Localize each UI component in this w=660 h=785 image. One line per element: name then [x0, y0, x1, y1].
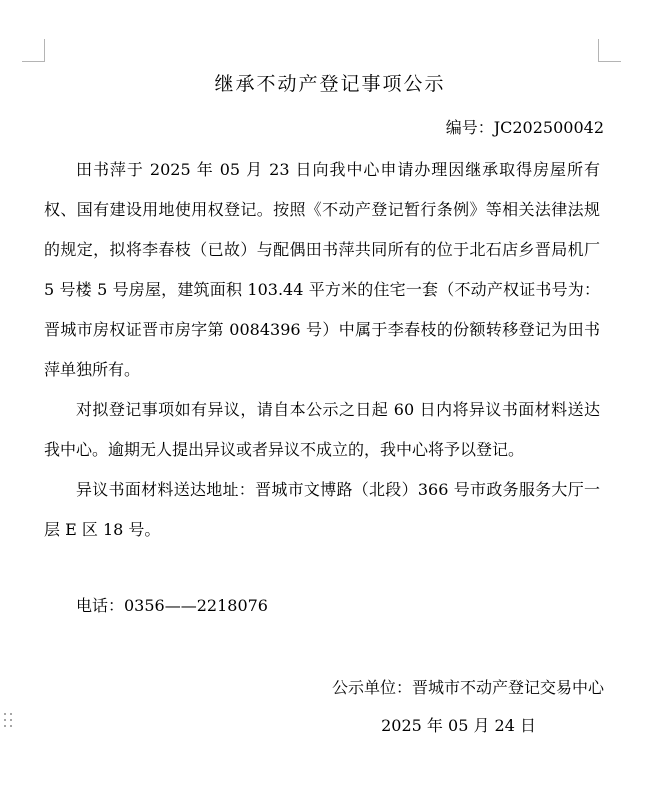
- notice-title: 继承不动产登记事项公示: [214, 73, 446, 95]
- notice-paragraph-objection: 对拟登记事项如有异议，请自本公示之日起 60 日内将异议书面材料送达我中心。逾期无人提出异议或者异议不成立的，我中心将予以登记。: [44, 400, 600, 459]
- page-corner-mark-top-left: [22, 39, 45, 62]
- notice-body: [44, 150, 600, 550]
- contact-phone: 电话：0356——2218076: [76, 596, 268, 615]
- issue-date: 2025 年 05 月 24 日: [381, 716, 536, 735]
- notice-paragraph-application: 田书萍于 2025 年 05 月 23 日向我中心申请办理因继承取得房屋所有权、国有建设用地使用权登记。按照《不动产登记暂行条例》等相关法律法规的规定，拟将李春枝（已故）与配偶田书萍共同所有的位于北石店乡晋局机厂 5 号楼 5 号房屋，建筑面积 103.44 平方米的住宅一套（不动产权证书号为：晋城市房权证晋市房字第 0084396 号）中属于李春枝的份额转移登记为田书萍单独所有。: [44, 160, 600, 379]
- drag-handle-icon[interactable]: [4, 713, 14, 729]
- page-corner-mark-top-right: [598, 39, 621, 62]
- notice-paragraph-address: 异议书面材料送达地址：晋城市文博路（北段）366 号市政务服务大厅一层 E 区 18 号。: [44, 480, 600, 539]
- issuing-unit: 公示单位：晋城市不动产登记交易中心: [331, 678, 604, 697]
- document-number: 编号：JC202500042: [445, 118, 604, 137]
